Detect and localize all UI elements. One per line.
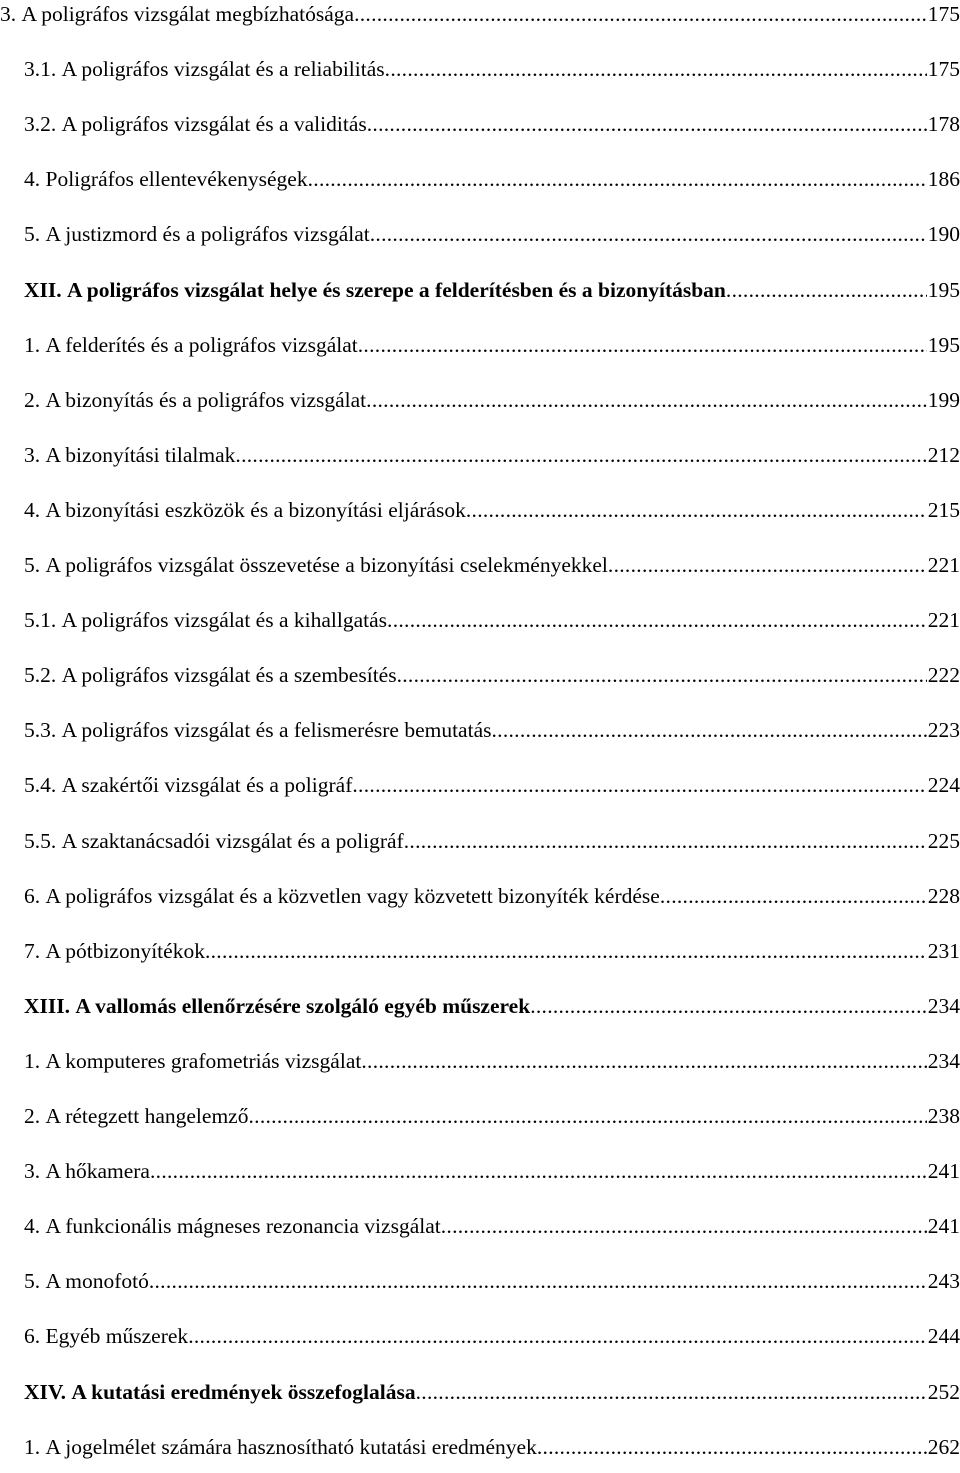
toc-entry-page-number: 231 bbox=[927, 938, 960, 963]
toc-entry[interactable] bbox=[24, 992, 960, 1032]
toc-entry-title: A poligráfos vizsgálat összevetése a bizonyítási cselekményekkel bbox=[45, 553, 608, 577]
toc-entry-title: A bizonyítási tilalmak bbox=[45, 442, 236, 467]
dot-leader bbox=[352, 771, 926, 799]
toc-entry-title: A jogelmélet számára hasznosítható kutatási eredmények bbox=[45, 1434, 537, 1459]
toc-entry-title: A pótbizonyítékok bbox=[45, 938, 205, 963]
dot-leader bbox=[361, 1047, 926, 1075]
toc-entry-title: A monofotó bbox=[45, 1269, 149, 1294]
dot-leader bbox=[491, 716, 926, 744]
toc-entry-page-number: 252 bbox=[927, 1379, 960, 1404]
toc-entry-title: A poligráfos vizsgálat és a szembesítés bbox=[61, 663, 397, 688]
toc-entry[interactable] bbox=[24, 1047, 960, 1087]
toc-entry[interactable] bbox=[24, 386, 960, 426]
toc-entry-page-number: 238 bbox=[927, 1104, 960, 1128]
dot-leader bbox=[404, 827, 927, 855]
toc-entry-number: 1. bbox=[24, 332, 46, 357]
dot-leader bbox=[366, 386, 927, 414]
toc-entry-number: 5.5. bbox=[24, 828, 62, 853]
toc-entry[interactable] bbox=[24, 165, 960, 205]
toc-entry-title: A rétegzett hangelemző bbox=[45, 1104, 249, 1128]
toc-entry-title: A kutatási eredmények összefoglalása bbox=[71, 1379, 416, 1404]
toc-entry-number: 1. bbox=[24, 1048, 46, 1073]
toc-entry[interactable] bbox=[24, 1212, 960, 1252]
dot-leader bbox=[367, 110, 927, 138]
dot-leader bbox=[397, 661, 927, 689]
dot-leader bbox=[466, 496, 927, 524]
toc-entry[interactable] bbox=[0, 0, 960, 40]
toc-entry-page-number: 225 bbox=[927, 828, 960, 853]
toc-entry-number: 2. bbox=[24, 387, 46, 412]
toc-entry-number: 5.3. bbox=[24, 718, 62, 743]
toc-entry-page-number: 175 bbox=[927, 57, 960, 82]
toc-entry-title: A poligráfos vizsgálat megbízhatósága bbox=[21, 2, 355, 26]
toc-entry-page-number: 186 bbox=[927, 167, 960, 192]
toc-entry-page-number: 195 bbox=[927, 277, 960, 302]
toc-entry-page-number: 190 bbox=[927, 222, 960, 247]
dot-leader bbox=[358, 331, 927, 359]
toc-entry[interactable] bbox=[24, 110, 960, 150]
dot-leader bbox=[385, 55, 927, 83]
dot-leader bbox=[308, 165, 927, 193]
toc-entry-number: 6. bbox=[24, 883, 46, 908]
dot-leader bbox=[537, 1433, 927, 1461]
dot-leader bbox=[150, 1157, 927, 1185]
toc-entry-page-number: 222 bbox=[927, 663, 960, 688]
toc-entry-page-number: 223 bbox=[927, 718, 960, 743]
dot-leader bbox=[608, 551, 927, 579]
toc-entry-page-number: 224 bbox=[927, 773, 960, 798]
toc-entry-number: 6. bbox=[24, 1324, 46, 1349]
toc-entry-title: A felderítés és a poligráfos vizsgálat bbox=[45, 332, 358, 357]
toc-entry-number: 3. bbox=[0, 2, 22, 26]
toc-entry-page-number: 221 bbox=[927, 553, 960, 577]
toc-entry-page-number: 175 bbox=[927, 2, 960, 26]
toc-entry-title: A szakértői vizsgálat és a poligráf bbox=[61, 773, 353, 798]
toc-entry-title: A poligráfos vizsgálat és a felismerésre bemutatás bbox=[61, 718, 492, 743]
toc-entry[interactable] bbox=[24, 827, 960, 867]
dot-leader bbox=[248, 1102, 926, 1130]
toc-entry-number: 4. bbox=[24, 497, 46, 522]
toc-entry-page-number: 178 bbox=[927, 112, 960, 137]
toc-entry[interactable] bbox=[24, 220, 960, 260]
toc-entry[interactable] bbox=[24, 771, 960, 811]
toc-entry-page-number: 234 bbox=[927, 1048, 960, 1073]
toc-entry-page-number: 221 bbox=[927, 608, 960, 633]
dot-leader bbox=[370, 220, 927, 248]
toc-entry-page-number: 195 bbox=[927, 332, 960, 357]
toc-entry[interactable] bbox=[24, 55, 960, 95]
toc-entry[interactable] bbox=[24, 882, 960, 922]
toc-entry-page-number: 244 bbox=[927, 1324, 960, 1349]
dot-leader bbox=[726, 276, 927, 304]
toc-entry-page-number: 228 bbox=[927, 883, 960, 908]
toc-entry-title: A vallomás ellenőrzésére szolgáló egyéb műszerek bbox=[75, 993, 531, 1018]
toc-entry-number: 2. bbox=[24, 1104, 46, 1128]
toc-entry-title: A szaktanácsadói vizsgálat és a poligráf bbox=[61, 828, 404, 853]
toc-entry-page-number: 262 bbox=[927, 1434, 960, 1459]
toc-entry[interactable] bbox=[24, 1378, 960, 1418]
toc-entry[interactable] bbox=[24, 441, 960, 481]
toc-entry-number: 3. bbox=[24, 442, 46, 467]
dot-leader bbox=[660, 882, 927, 910]
toc-entry-number: 4. bbox=[24, 1214, 46, 1239]
toc-entry-title: Egyéb műszerek bbox=[45, 1324, 189, 1349]
toc-entry-number: 5.2. bbox=[24, 663, 62, 688]
toc-entry-number: 5. bbox=[24, 222, 46, 247]
toc-entry[interactable] bbox=[24, 276, 960, 316]
toc-entry[interactable] bbox=[24, 1322, 960, 1362]
toc-entry-page-number: 234 bbox=[927, 993, 960, 1018]
toc-entry[interactable] bbox=[24, 1102, 960, 1142]
toc-entry[interactable] bbox=[24, 331, 960, 371]
toc-entry[interactable] bbox=[24, 1157, 960, 1197]
dot-leader bbox=[354, 0, 927, 28]
toc-entry-number: 5.4. bbox=[24, 773, 62, 798]
dot-leader bbox=[416, 1378, 927, 1406]
toc-entry-number: XIII. bbox=[24, 993, 76, 1018]
toc-entry-title: A poligráfos vizsgálat és a közvetlen vagy közvetett bizonyíték kérdése bbox=[45, 883, 660, 908]
toc-entry-number: 5. bbox=[24, 553, 46, 577]
toc-entry[interactable] bbox=[24, 937, 960, 977]
toc-entry-title: A poligráfos vizsgálat és a reliabilitás bbox=[61, 57, 385, 82]
toc-entry-page-number: 243 bbox=[927, 1269, 960, 1294]
toc-entry-number: 4. bbox=[24, 167, 46, 192]
toc-entry-number: 3.1. bbox=[24, 57, 62, 82]
dot-leader bbox=[205, 937, 927, 965]
toc-entry-title: A funkcionális mágneses rezonancia vizsgálat bbox=[45, 1214, 441, 1239]
toc-entry-page-number: 241 bbox=[927, 1159, 960, 1184]
toc-entry-number: 5. bbox=[24, 1269, 46, 1294]
toc-entry-page-number: 241 bbox=[927, 1214, 960, 1239]
toc-entry-number: 1. bbox=[24, 1434, 46, 1459]
toc-entry-title: A komputeres grafometriás vizsgálat bbox=[45, 1048, 362, 1073]
dot-leader bbox=[235, 441, 926, 469]
toc-entry-number: XIV. bbox=[24, 1379, 72, 1404]
toc-entry-title: A bizonyítási eszközök és a bizonyítási eljárások bbox=[45, 497, 466, 522]
toc-entry-title: A poligráfos vizsgálat és a kihallgatás bbox=[61, 608, 388, 633]
toc-entry-title: Poligráfos ellentevékenységek bbox=[45, 167, 308, 192]
toc-entry-number: 5.1. bbox=[24, 608, 62, 633]
toc-entry-title: A justizmord és a poligráfos vizsgálat bbox=[45, 222, 370, 247]
toc-entry-number: 7. bbox=[24, 938, 46, 963]
toc-entry[interactable] bbox=[24, 1267, 960, 1307]
toc-entry-title: A poligráfos vizsgálat és a validitás bbox=[61, 112, 367, 137]
toc-entry[interactable] bbox=[24, 551, 960, 591]
dot-leader bbox=[188, 1322, 927, 1350]
toc-entry-page-number: 212 bbox=[927, 442, 960, 467]
toc-entry-page-number: 199 bbox=[927, 387, 960, 412]
dot-leader bbox=[441, 1212, 927, 1240]
dot-leader bbox=[530, 992, 927, 1020]
toc-entry[interactable] bbox=[24, 496, 960, 536]
toc-entry-number: 3. bbox=[24, 1159, 46, 1184]
dot-leader bbox=[149, 1267, 927, 1295]
toc-entry-number: 3.2. bbox=[24, 112, 62, 137]
toc-entry-title: A bizonyítás és a poligráfos vizsgálat bbox=[45, 387, 367, 412]
toc-entry[interactable] bbox=[24, 1433, 960, 1473]
dot-leader bbox=[387, 606, 927, 634]
toc-entry-title: A poligráfos vizsgálat helye és szerepe a felderítésben és a bizonyításban bbox=[67, 277, 726, 302]
toc-entry[interactable] bbox=[24, 716, 960, 756]
toc-entry-number: XII. bbox=[24, 277, 68, 302]
toc-entry[interactable] bbox=[24, 661, 960, 701]
toc-entry[interactable] bbox=[24, 606, 960, 646]
toc-entry-title: A hőkamera bbox=[45, 1159, 150, 1184]
toc-entry-page-number: 215 bbox=[927, 497, 960, 522]
